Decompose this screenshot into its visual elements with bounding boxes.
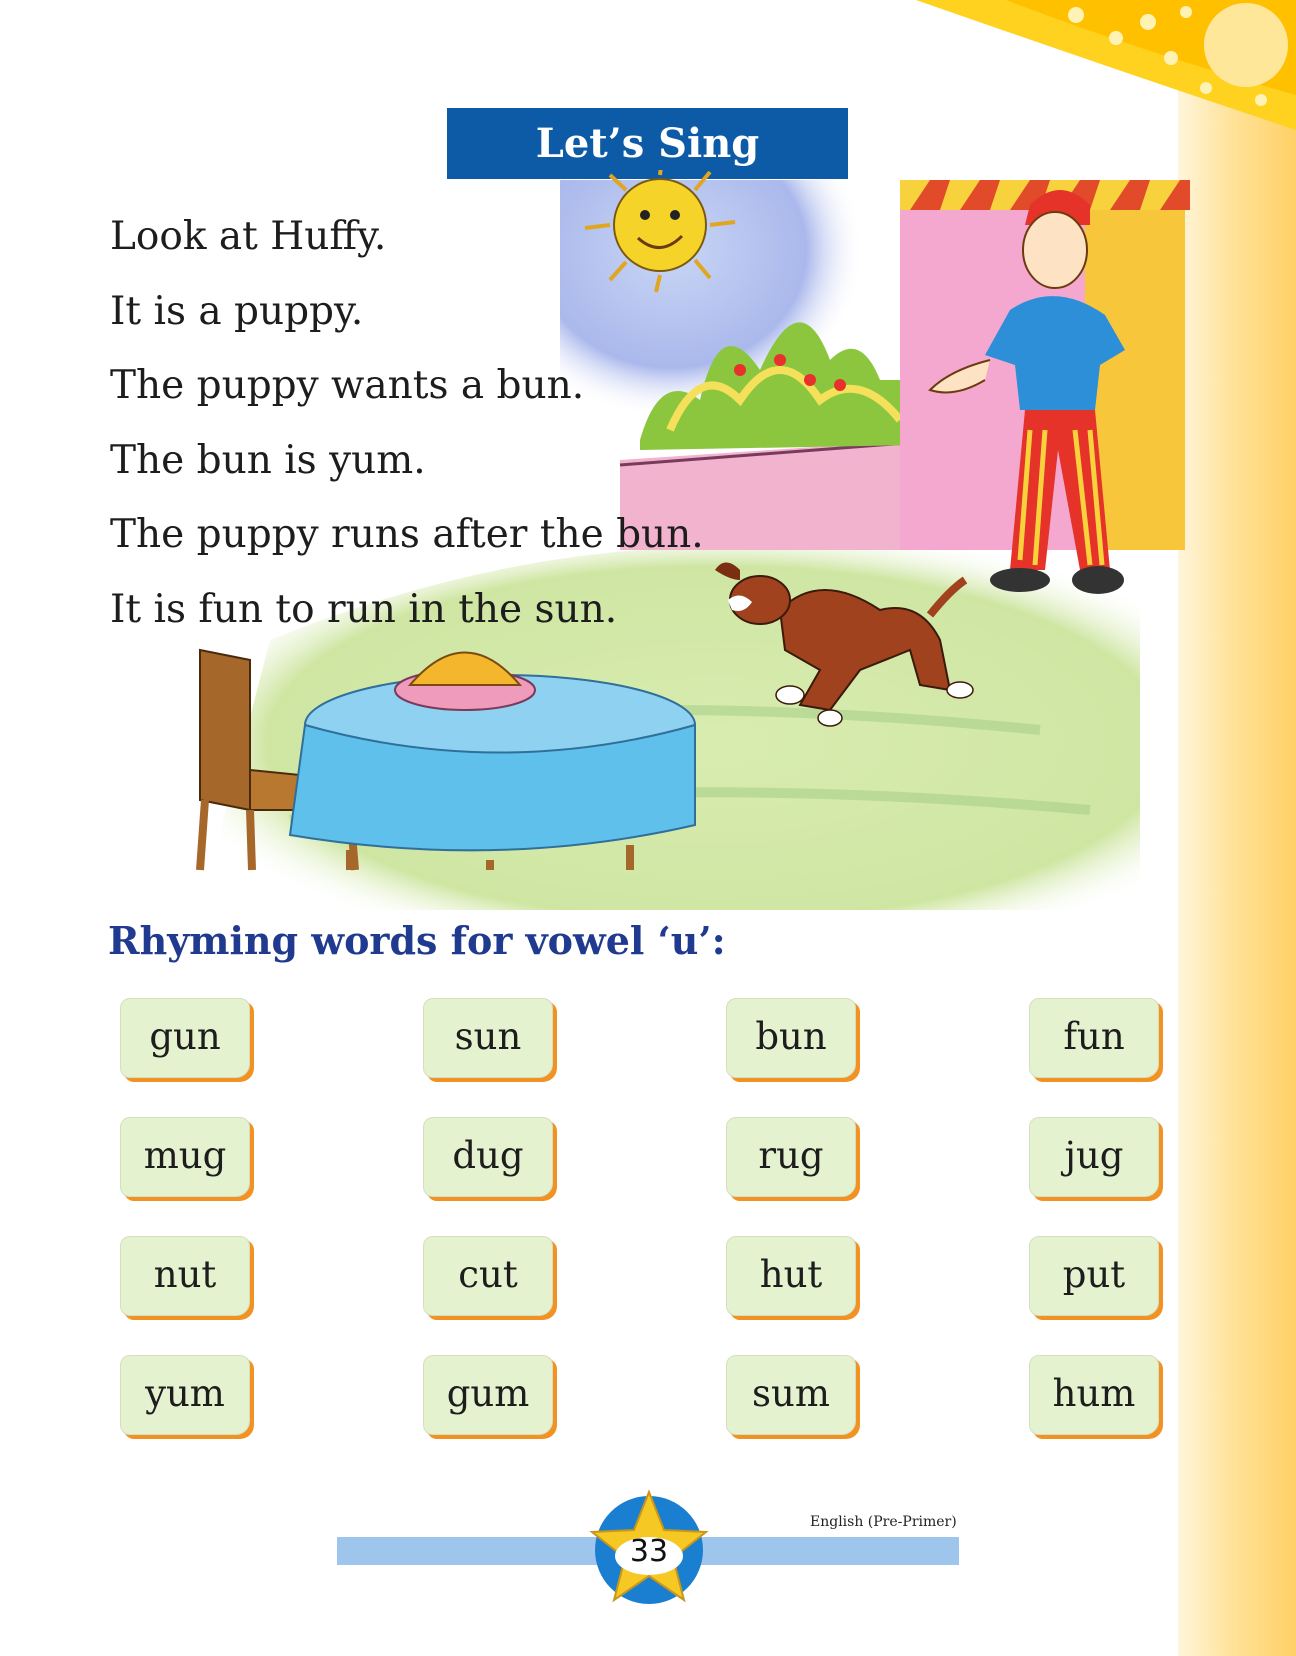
word-card — [120, 1355, 250, 1435]
poem — [110, 200, 704, 647]
word-text: dug — [452, 1133, 524, 1177]
word-card — [726, 1355, 856, 1435]
word-text: jug — [1064, 1133, 1124, 1177]
word-card — [726, 1236, 856, 1316]
word-text: nut — [153, 1252, 217, 1296]
word-text: gum — [446, 1371, 530, 1415]
word-text: hum — [1052, 1371, 1136, 1415]
word-text: sun — [454, 1014, 522, 1058]
poem-line: The bun is yum. — [110, 437, 426, 483]
word-card — [423, 998, 553, 1078]
word-text: gun — [149, 1014, 221, 1058]
poem-line: Look at Huffy. — [110, 214, 387, 259]
word-card — [423, 1236, 553, 1316]
word-card — [120, 1117, 250, 1197]
book-title: English (Pre-Primer) — [810, 1514, 957, 1530]
word-card — [726, 1117, 856, 1197]
word-card — [1029, 1355, 1159, 1435]
word-card — [120, 998, 250, 1078]
poem-line: It is a puppy. — [110, 288, 364, 334]
poem-line: The puppy wants a bun. — [110, 363, 585, 408]
word-card — [120, 1236, 250, 1316]
word-card — [423, 1117, 553, 1197]
section-title: Let’s Sing — [447, 108, 848, 179]
word-text: bun — [755, 1014, 827, 1058]
word-text: yum — [145, 1371, 225, 1415]
word-card — [1029, 1236, 1159, 1316]
word-card — [1029, 1117, 1159, 1197]
poem-line: The puppy runs after the bun. — [110, 512, 704, 557]
word-text: cut — [458, 1252, 518, 1296]
rhyming-word-grid — [120, 998, 1180, 1468]
page-number: 33 — [629, 1534, 669, 1569]
poem-line: It is fun to run in the sun. — [110, 586, 618, 632]
word-card — [423, 1355, 553, 1435]
word-text: rug — [758, 1133, 824, 1177]
rhyming-words-heading: Rhyming words for vowel ‘u’: — [108, 918, 726, 963]
page-edge-gradient — [1178, 0, 1296, 1656]
word-text: hut — [759, 1252, 823, 1296]
word-text: sum — [752, 1371, 830, 1415]
word-card — [1029, 998, 1159, 1078]
word-text: fun — [1063, 1014, 1125, 1058]
word-card — [726, 998, 856, 1078]
word-text: put — [1062, 1252, 1126, 1296]
sun-corner-decoration — [916, 0, 1296, 130]
word-text: mug — [143, 1133, 227, 1177]
